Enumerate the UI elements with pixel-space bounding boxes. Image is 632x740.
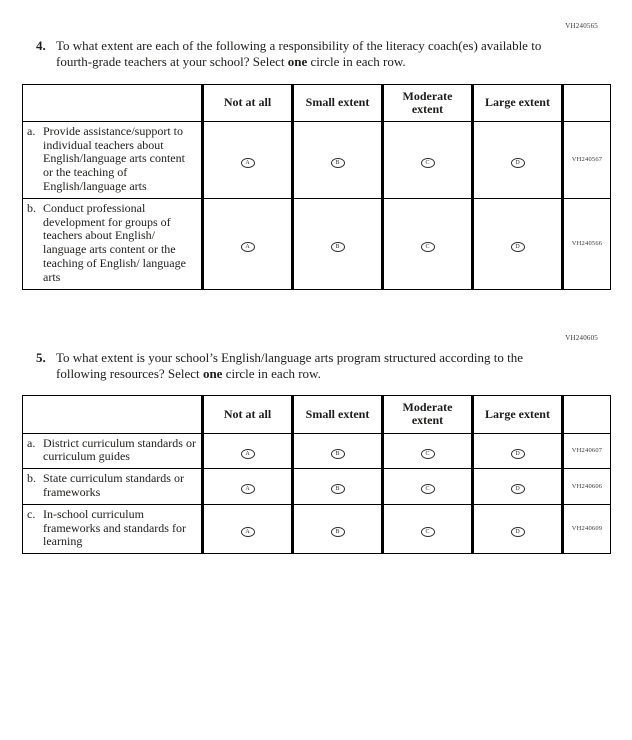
q5-header-code-blank <box>563 396 611 433</box>
answer-circle-q5a-large-extent[interactable] <box>511 449 525 459</box>
column-header-not-at-all: Not at all <box>203 396 293 433</box>
circle-letter: D <box>515 528 520 535</box>
question-5-text-end: circle in each row. <box>222 365 321 381</box>
answer-circle-q5b-small-extent[interactable] <box>331 484 345 494</box>
row-letter: c. <box>27 506 36 521</box>
answer-circle-q4b-large-extent[interactable] <box>511 242 525 252</box>
answer-circle-q4a-large-extent[interactable] <box>511 158 525 168</box>
column-header-moderate-extent: Moderate extent <box>383 396 473 433</box>
circle-letter: C <box>425 528 430 535</box>
circle-letter: A <box>245 528 250 535</box>
answer-circle-q5c-small-extent[interactable] <box>331 527 345 537</box>
circle-letter: C <box>425 486 430 493</box>
form-code-q5: VH240605 <box>565 333 598 342</box>
question-5-number: 5. <box>36 349 46 365</box>
column-header-small-extent: Small extent <box>293 84 383 121</box>
question-5-prompt <box>36 350 576 383</box>
table-row-q4b <box>23 198 611 289</box>
column-header-not-at-all: Not at all <box>203 84 293 121</box>
row-code: VH240609 <box>563 504 611 553</box>
row-text: In-school curriculum frameworks and standards for learning <box>43 506 186 549</box>
row-code: VH240566 <box>563 198 611 289</box>
circle-letter: A <box>245 450 250 457</box>
q5-header-blank <box>23 396 203 433</box>
q5b-item-text <box>23 469 203 505</box>
circle-letter: C <box>425 159 430 166</box>
circle-letter: B <box>335 243 340 250</box>
answer-circle-q5b-not-at-all[interactable] <box>241 484 255 494</box>
question-4-text-start: To what extent are each of the following a responsibility of the literacy coach(es) available to fourth-grade teachers at your school? Select <box>56 38 542 70</box>
q4-header-code-blank <box>563 84 611 121</box>
table-row-q5a <box>23 433 611 469</box>
answer-circle-q4b-not-at-all[interactable] <box>241 242 255 252</box>
answer-circle-q5b-moderate-extent[interactable] <box>421 484 435 494</box>
q4-header-row <box>23 84 611 121</box>
answer-circle-q4b-small-extent[interactable] <box>331 242 345 252</box>
circle-letter: B <box>335 486 340 493</box>
column-header-moderate-extent: Moderate extent <box>383 84 473 121</box>
row-letter: a. <box>27 123 36 138</box>
q5-header-row <box>23 396 611 433</box>
answer-circle-q5b-large-extent[interactable] <box>511 484 525 494</box>
row-letter: a. <box>27 435 36 450</box>
answer-circle-q5a-small-extent[interactable] <box>331 449 345 459</box>
answer-circle-q5c-not-at-all[interactable] <box>241 527 255 537</box>
row-text: State curriculum standards or frameworks <box>43 471 184 499</box>
question-5-text-bold: one <box>202 365 223 381</box>
question-4-response-table <box>22 84 611 290</box>
q5a-item-text <box>23 433 203 469</box>
question-5-text-start: To what extent is your school’s English/language arts program structured according to the following resources? Select <box>56 349 523 381</box>
form-code-q4: VH240565 <box>565 22 598 30</box>
circle-letter: C <box>425 450 430 457</box>
circle-letter: C <box>425 243 430 250</box>
circle-letter: D <box>515 159 520 166</box>
q4a-item-text <box>23 121 203 198</box>
column-header-small-extent: Small extent <box>293 396 383 433</box>
answer-circle-q5a-not-at-all[interactable] <box>241 449 255 459</box>
question-4-text <box>56 38 562 71</box>
circle-letter: A <box>245 159 250 166</box>
row-code: VH240606 <box>563 469 611 505</box>
row-text: Conduct professional development for groups of teachers about English/ language arts content or the teaching of English/ language arts <box>43 200 186 284</box>
table-row-q4a <box>23 121 611 198</box>
q5c-item-text <box>23 504 203 553</box>
circle-letter: D <box>515 243 520 250</box>
row-code: VH240607 <box>563 433 611 469</box>
question-4-text-end: circle in each row. <box>307 54 406 70</box>
row-code: VH240567 <box>563 121 611 198</box>
column-header-large-extent: Large extent <box>473 396 563 433</box>
circle-letter: A <box>245 486 250 493</box>
row-text: District curriculum standards or curriculum guides <box>43 435 196 464</box>
question-4-number: 4. <box>36 38 46 53</box>
row-letter: b. <box>27 471 36 486</box>
question-4-text-bold: one <box>287 54 308 70</box>
q4b-item-text <box>23 198 203 289</box>
circle-letter: B <box>335 450 340 457</box>
row-letter: b. <box>27 200 36 215</box>
answer-circle-q4a-moderate-extent[interactable] <box>421 158 435 168</box>
table-row-q5c <box>23 504 611 553</box>
answer-circle-q5c-moderate-extent[interactable] <box>421 527 435 537</box>
answer-circle-q4a-not-at-all[interactable] <box>241 158 255 168</box>
question-5-text <box>56 350 562 383</box>
table-row-q5b <box>23 469 611 505</box>
question-4-prompt <box>36 38 576 71</box>
circle-letter: B <box>335 159 340 166</box>
answer-circle-q4b-moderate-extent[interactable] <box>421 242 435 252</box>
circle-letter: D <box>515 450 520 457</box>
circle-letter: D <box>515 486 520 493</box>
row-text: Provide assistance/support to individual teachers about English/language arts content or the teaching of English/language arts <box>43 123 185 194</box>
q4-header-blank <box>23 84 203 121</box>
answer-circle-q5a-moderate-extent[interactable] <box>421 449 435 459</box>
circle-letter: A <box>245 243 250 250</box>
column-header-large-extent: Large extent <box>473 84 563 121</box>
answer-circle-q5c-large-extent[interactable] <box>511 527 525 537</box>
question-5-response-table <box>22 395 611 554</box>
circle-letter: B <box>335 528 340 535</box>
answer-circle-q4a-small-extent[interactable] <box>331 158 345 168</box>
